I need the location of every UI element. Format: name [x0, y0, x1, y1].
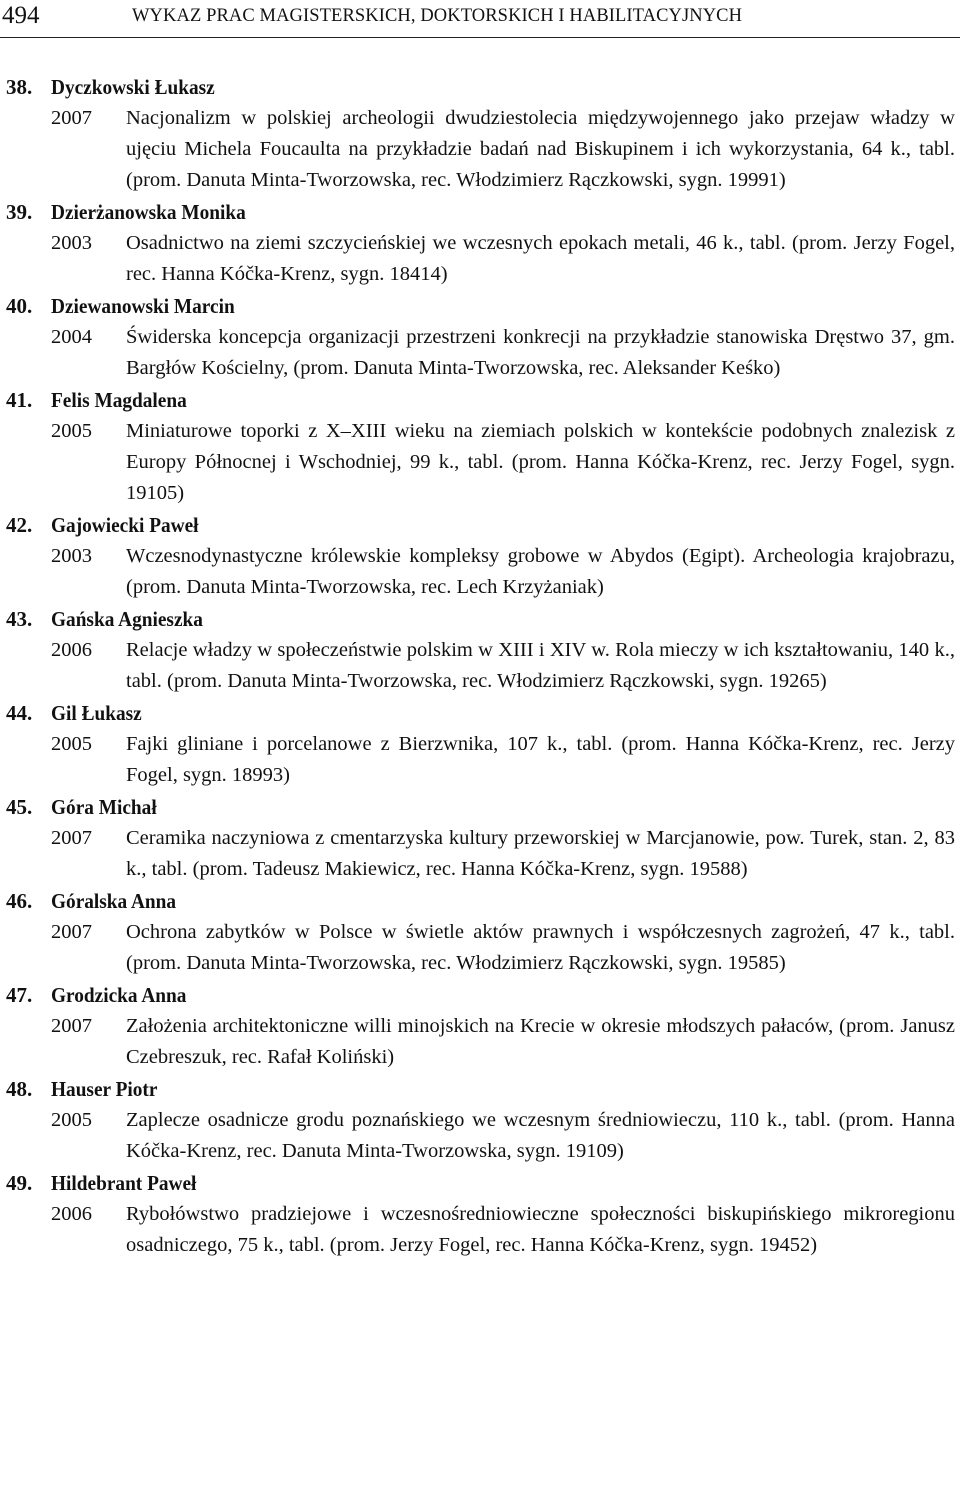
entry-heading — [0, 791, 960, 823]
entry-list — [0, 71, 960, 1261]
header-rule — [0, 37, 960, 38]
entry-heading — [0, 979, 960, 1011]
list-item — [0, 71, 960, 196]
thesis-description: Wczesnodynastyczne królewskie kompleksy grobowe w Abydos (Egipt). Archeologia krajobrazu, (prom. Danuta Minta-Tworzowska, rec. Lech Krzyżaniak) — [126, 545, 955, 598]
entry-number: 41. — [6, 388, 33, 412]
entry-number: 38. — [6, 75, 33, 99]
author-name: Grodzicka Anna — [51, 983, 187, 1007]
entry-number: 43. — [6, 607, 33, 631]
entry-heading — [0, 290, 960, 322]
list-item — [0, 1073, 960, 1167]
thesis-year: 2006 — [51, 639, 92, 661]
list-item — [0, 1167, 960, 1261]
list-item — [0, 509, 960, 603]
thesis-record — [0, 729, 960, 791]
entry-heading — [0, 1167, 960, 1199]
thesis-year: 2007 — [51, 107, 92, 129]
thesis-description: Świderska koncepcja organizacji przestrzeni konkrecji na przykładzie stanowiska Dręstwo 37, gm. Bargłów Kościelny, (prom. Danuta Minta-Tworzowska, rec. Aleksander Keśko) — [126, 326, 955, 379]
thesis-record — [0, 1199, 960, 1261]
list-item — [0, 697, 960, 791]
thesis-description: Nacjonalizm w polskiej archeologii dwudziestolecia międzywojennego jako przejaw władzy w ujęciu Michela Foucaulta na przykładzie badań nad Biskupinem i ich wykorzystania, 64 k., tabl. (prom. Danuta Minta-Tworzowska, rec. Włodzimierz Rączkowski, sygn. 19991) — [126, 107, 955, 191]
author-name: Hildebrant Paweł — [51, 1171, 197, 1195]
entry-number: 47. — [6, 983, 33, 1007]
thesis-year: 2007 — [51, 1015, 92, 1037]
page-number: 494 — [2, 2, 40, 29]
thesis-description: Ochrona zabytków w Polsce w świetle aktów prawnych i współczesnych zagrożeń, 47 k., tabl. (prom. Danuta Minta-Tworzowska, rec. Włodzimierz Rączkowski, sygn. 19585) — [126, 921, 955, 974]
author-name: Dyczkowski Łukasz — [51, 75, 215, 99]
entry-number: 44. — [6, 701, 33, 725]
list-item — [0, 885, 960, 979]
running-title: WYKAZ PRAC MAGISTERSKICH, DOKTORSKICH I HABILITACYJNYCH — [132, 6, 743, 26]
thesis-year: 2005 — [51, 733, 92, 755]
entry-heading — [0, 384, 960, 416]
thesis-year: 2003 — [51, 232, 92, 254]
list-item — [0, 979, 960, 1073]
thesis-year: 2003 — [51, 545, 92, 567]
list-item — [0, 603, 960, 697]
entry-number: 48. — [6, 1077, 33, 1101]
thesis-description: Zaplecze osadnicze grodu poznańskiego we wczesnym średniowieczu, 110 k., tabl. (prom. Hanna Kóčka-Krenz, rec. Danuta Minta-Tworzowska, sygn. 19109) — [126, 1109, 955, 1162]
author-name: Dziewanowski Marcin — [51, 294, 235, 318]
entry-heading — [0, 603, 960, 635]
list-item — [0, 791, 960, 885]
thesis-description: Relacje władzy w społeczeństwie polskim w XIII i XIV w. Rola mieczy w ich kształtowaniu, 140 k., tabl. (prom. Danuta Minta-Tworzowska, rec. Włodzimierz Rączkowski, sygn. 19265) — [126, 639, 955, 692]
thesis-year: 2005 — [51, 420, 92, 442]
thesis-record — [0, 322, 960, 384]
thesis-record — [0, 823, 960, 885]
author-name: Góra Michał — [51, 795, 157, 819]
thesis-description: Miniaturowe toporki z X–XIII wieku na ziemiach polskich w kontekście podobnych znalezisk z Europy Północnej i Wschodniej, 99 k., tabl. (prom. Hanna Kóčka-Krenz, rec. Jerzy Fogel, sygn. 19105) — [126, 420, 955, 504]
author-name: Dzierżanowska Monika — [51, 200, 246, 224]
thesis-description: Fajki gliniane i porcelanowe z Bierzwnika, 107 k., tabl. (prom. Hanna Kóčka-Krenz, rec. Jerzy Fogel, sygn. 18993) — [126, 733, 955, 786]
entry-heading — [0, 71, 960, 103]
author-name: Hauser Piotr — [51, 1077, 158, 1101]
entry-number: 39. — [6, 200, 33, 224]
thesis-year: 2005 — [51, 1109, 92, 1131]
entry-heading — [0, 697, 960, 729]
thesis-record — [0, 635, 960, 697]
author-name: Felis Magdalena — [51, 388, 187, 412]
author-name: Gajowiecki Paweł — [51, 513, 199, 537]
thesis-record — [0, 103, 960, 196]
thesis-record — [0, 541, 960, 603]
entry-heading — [0, 196, 960, 228]
thesis-record — [0, 917, 960, 979]
page-header — [0, 0, 960, 32]
entry-heading — [0, 509, 960, 541]
author-name: Góralska Anna — [51, 889, 177, 913]
thesis-record — [0, 1011, 960, 1073]
thesis-year: 2006 — [51, 1203, 92, 1225]
entry-number: 49. — [6, 1171, 33, 1195]
entry-number: 46. — [6, 889, 33, 913]
thesis-record — [0, 1105, 960, 1167]
thesis-record — [0, 228, 960, 290]
thesis-year: 2004 — [51, 326, 92, 348]
author-name: Gil Łukasz — [51, 701, 142, 725]
thesis-description: Ceramika naczyniowa z cmentarzyska kultury przeworskiej w Marcjanowie, pow. Turek, stan. 2, 83 k., tabl. (prom. Tadeusz Makiewicz, rec. Hanna Kóčka-Krenz, sygn. 19588) — [126, 827, 955, 880]
thesis-description: Rybołówstwo pradziejowe i wczesnośredniowieczne społeczności biskupińskiego mikroregionu osadniczego, 75 k., tabl. (prom. Jerzy Fogel, rec. Hanna Kóčka-Krenz, sygn. 19452) — [126, 1203, 955, 1256]
entry-number: 45. — [6, 795, 33, 819]
author-name: Gańska Agnieszka — [51, 607, 203, 631]
thesis-description: Osadnictwo na ziemi szczycieńskiej we wczesnych epokach metali, 46 k., tabl. (prom. Jerzy Fogel, rec. Hanna Kóčka-Krenz, sygn. 18414) — [126, 232, 955, 285]
entry-heading — [0, 1073, 960, 1105]
thesis-year: 2007 — [51, 827, 92, 849]
list-item — [0, 384, 960, 509]
list-item — [0, 290, 960, 384]
entry-number: 40. — [6, 294, 33, 318]
entry-number: 42. — [6, 513, 33, 537]
thesis-record — [0, 416, 960, 509]
entry-heading — [0, 885, 960, 917]
thesis-year: 2007 — [51, 921, 92, 943]
thesis-description: Założenia architektoniczne willi minojskich na Krecie w okresie młodszych pałaców, (prom. Janusz Czebreszuk, rec. Rafał Koliński) — [126, 1015, 955, 1068]
list-item — [0, 196, 960, 290]
